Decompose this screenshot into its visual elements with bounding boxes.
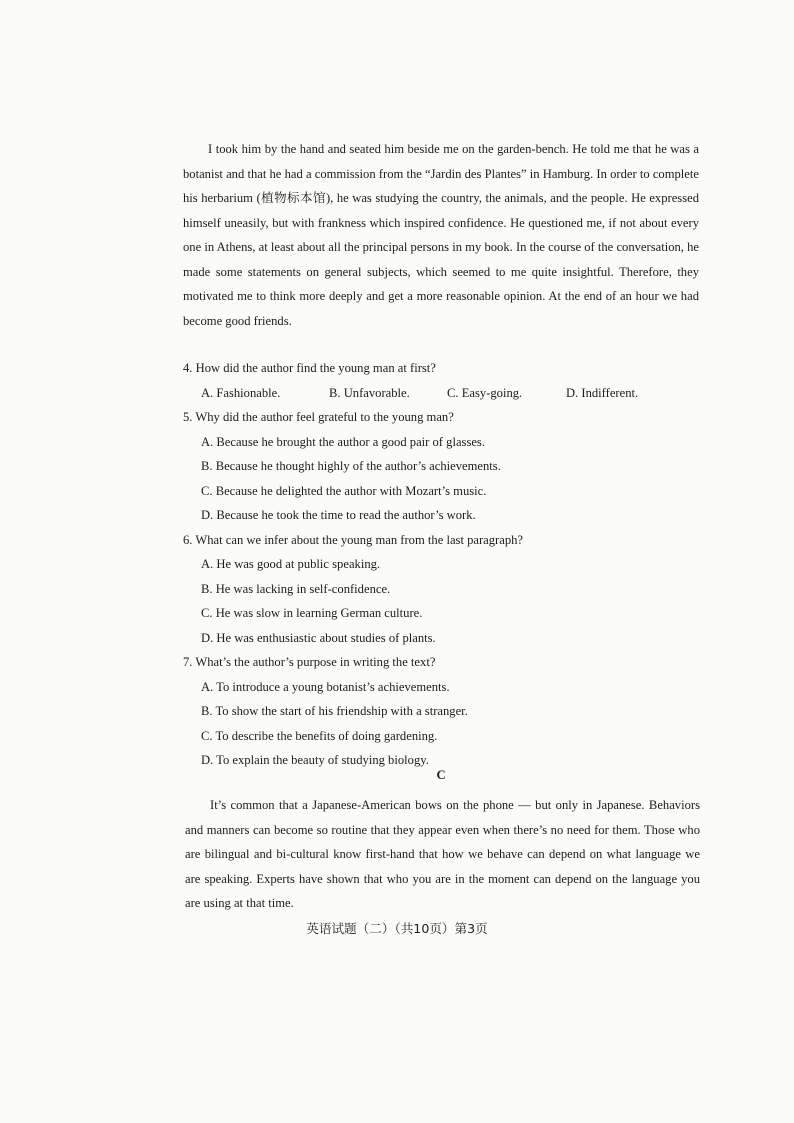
question-5-option-b: B. Because he thought highly of the author’s achievements. [201,459,501,473]
passage-c-paragraph: It’s common that a Japanese-American bows on the phone — but only in Japanese. Behaviors and manners can become so routine that they appear even when there’s no need for them. Those who are bilingual and bi-cultural know first-hand that how we behave can depend on what language we are speaking. Experts have shown that who you are in the moment can depend on the language you are using at that time. [185,798,700,910]
question-6-option-b: B. He was lacking in self-confidence. [201,581,391,596]
page-footer: 英语试题（二）（共10页）第3页 [306,921,488,936]
question-list [183,356,703,773]
question-5-option-d: D. Because he took the time to read the author’s work. [201,508,476,522]
question-7-option-c: C. To describe the benefits of doing gardening. [201,728,438,743]
question-4-option-b: B. Unfavorable. [329,385,410,400]
question-6-option-c: C. He was slow in learning German culture. [201,606,423,620]
question-6-option-d: D. He was enthusiastic about studies of plants. [201,630,436,645]
question-7-option-d: D. To explain the beauty of studying biology. [201,753,429,767]
question-5-stem: 5. Why did the author feel grateful to the young man? [183,410,454,424]
question-4-stem: 4. How did the author find the young man at first? [183,361,436,375]
question-4-option-a: A. Fashionable. [201,385,281,400]
passage-b-paragraph: I took him by the hand and seated him beside me on the garden-bench. He told me that he was a botanist and that he had a commission from the “Jardin des Plantes” in Hamburg. In order to complete his herbarium (植物标本馆), he was studying the country, the animals, and the people. He expressed himself uneasily, but with frankness which inspired confidence. He questioned me, if not about every one in Athens, at least about all the principal persons in my book. In the course of the conversation, he made some statements on general subjects, which seemed to me quite insightful. Therefore, they motivated me to think more deeply and get a more reasonable opinion. At the end of an hour we had become good friends. [183,142,699,328]
section-c-heading: C [436,768,446,782]
question-5-option-a: A. Because he brought the author a good pair of glasses. [201,434,485,449]
question-7-stem: 7. What’s the author’s purpose in writing the text? [183,655,436,669]
question-6-option-a: A. He was good at public speaking. [201,557,381,571]
question-5-option-c: C. Because he delighted the author with Mozart’s music. [201,483,487,498]
question-7-option-a: A. To introduce a young botanist’s achievements. [201,679,450,694]
question-4-option-c: C. Easy-going. [447,385,523,400]
question-4-options [183,381,703,406]
question-4-option-d: D. Indifferent. [566,385,639,400]
question-6-stem: 6. What can we infer about the young man from the last paragraph? [183,532,524,547]
question-7-option-b: B. To show the start of his friendship with a stranger. [201,704,468,718]
